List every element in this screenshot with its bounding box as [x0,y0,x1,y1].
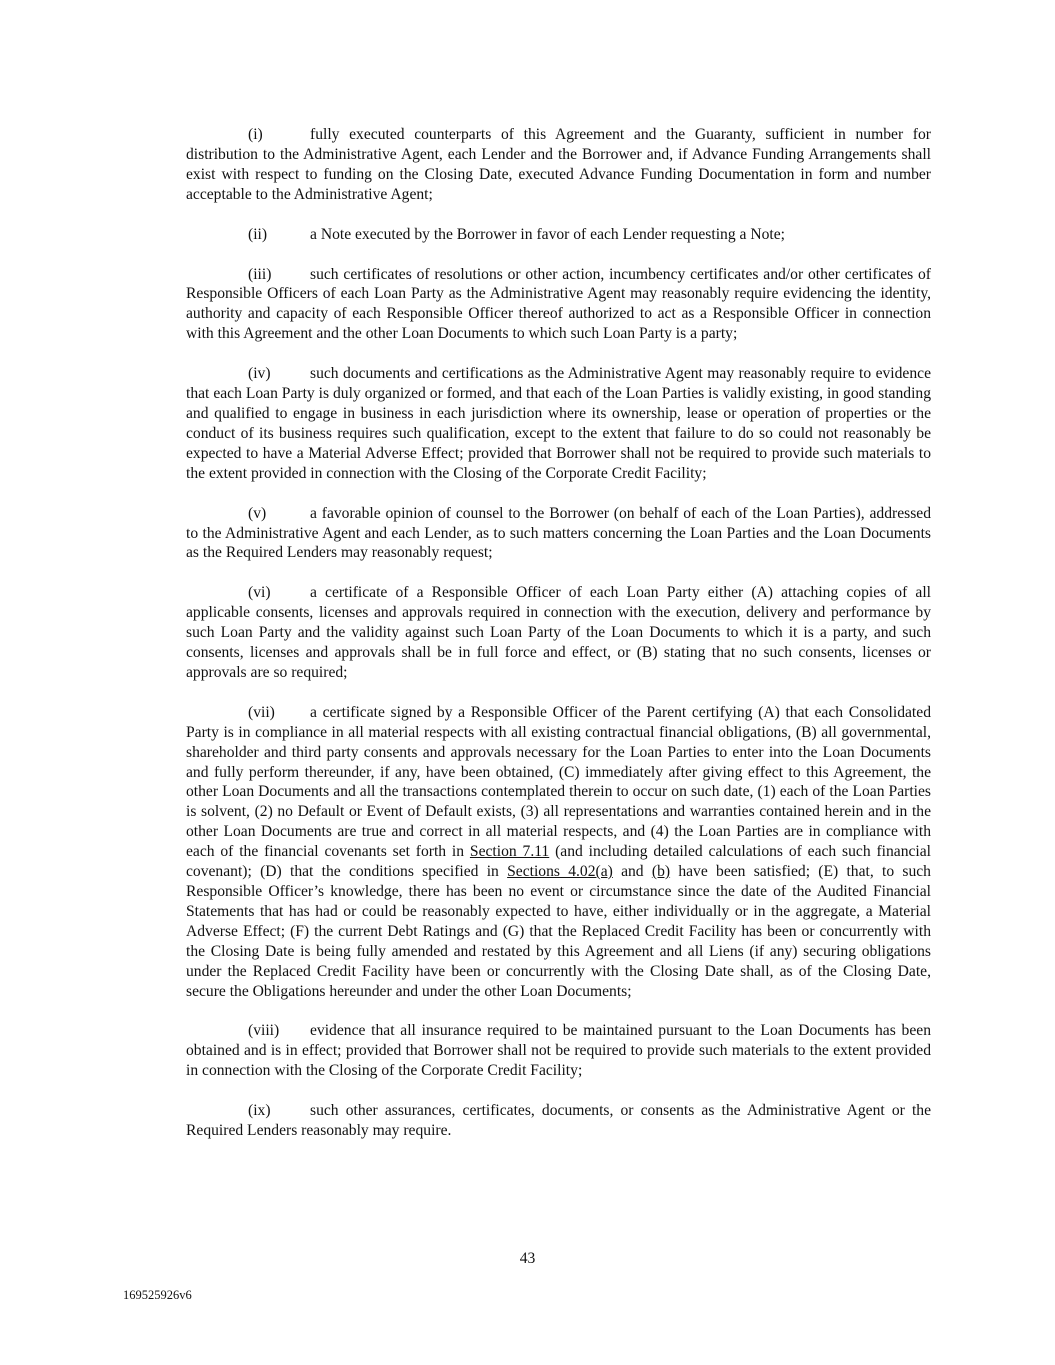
clause-vi [186,583,931,683]
page-number: 43 [519,1250,536,1267]
clause-text: such certificates of resolutions or other action, incumbency certificates and/or other certificates of Responsible Officers of each Loan Party as the Administrative Agent may reasonably require evidencing the identity, authority and capacity of each Responsible Officer thereof authorized to act as a Responsible Officer in connection with this Agreement and the other Loan Documents to which such Loan Party is a party; [186,265,931,343]
clause-text: a certificate of a Responsible Officer of each Loan Party either (A) attaching copies of all applicable consents, licenses and approvals required in connection with the execution, delivery and performance by such Loan Party and the validity against such Loan Party of the Loan Documents to which it is a party, and such consents, licenses and approvals shall be in full force and effect, or (B) stating that no such consents, licenses or approvals are so required; [186,584,931,681]
clause-number: (v) [248,504,267,522]
clause-number: (vi) [248,584,271,602]
clause-ii [186,225,931,245]
clause-number: (ix) [248,1102,271,1120]
clause-text-part-2: (and including detailed calculations of each such financial covenant); (D) that the conditions specified in [186,843,931,881]
clause-text: a favorable opinion of counsel to the Borrower (on behalf of each of the Loan Parties), addressed to the Administrative Agent and each Lender, as to such matters concerning the Loan Parties and the Loan Documents as the Required Lenders may reasonably request; [186,504,931,562]
clause-i [186,125,931,205]
section-reference-link[interactable]: Section 7.11 [469,843,550,861]
clause-text: a Note executed by the Borrower in favor of each Lender requesting a Note; [310,225,785,243]
clause-number: (i) [248,126,263,143]
clause-text: such other assurances, certificates, documents, or consents as the Administrative Agent or the Required Lenders reasonably may require. [186,1102,931,1140]
clause-v [186,504,931,564]
document-id: 169525926v6 [123,1288,192,1302]
clause-text-part-1: a certificate signed by a Responsible Officer of the Parent certifying (A) that each Consolidated Party is in compliance in all material respects with all existing contractual financial obligations, (B) all governmental, shareholder and third party consents and approvals necessary for the Loan Parties to enter into the Loan Documents and fully perform thereunder, if any, have been obtained, (C) immediately after giving effect to this Agreement, the other Loan Documents and all the transactions contemplated therein to occur on such date, (1) each of the Loan Parties is solvent, (2) no Default or Event of Default exists, (3) all representations and warranties contained herein and in the other Loan Documents are true and correct in all material respects, and (4) the Loan Parties are in compliance with each of the financial covenants set forth in [186,703,931,861]
document-body [186,125,931,1161]
clause-number: (viii) [248,1022,280,1040]
clause-number: (vii) [248,703,275,721]
clause-number: (ii) [248,225,268,243]
clause-number: (iii) [248,265,272,283]
clause-iv [186,364,931,483]
clause-vii [186,703,931,1002]
clause-number: (iv) [248,365,271,383]
clause-text: fully executed counterparts of this Agreement and the Guaranty, sufficient in number for distribution to the Administrative Agent, each Lender and the Borrower and, if Advance Funding Arrangements shall exist with respect to funding on the Closing Date, executed Advance Funding Documentation in form and number acceptable to the Administrative Agent; [186,126,931,203]
clause-iii [186,265,931,345]
clause-text-part-4: have been satisfied; (E) that, to such Responsible Officer’s knowledge, there has been no event or circumstance since the date of the Audited Financial Statements that has had or could be reasonably expected to have, either individually or in the aggregate, a Material Adverse Effect; (F) the current Debt Ratings and (G) that the Replaced Credit Facility has been or concurrently with the Closing Date is being fully amended and restated by this Agreement and all Liens (if any) securing obligations under the Replaced Credit Facility have been or concurrently with the Closing Date shall, as of the Closing Date, secure the Obligations hereunder and under the other Loan Documents; [186,863,931,1000]
section-reference-link[interactable]: Sections 4.02(a) [507,863,613,881]
clause-text: such documents and certifications as the Administrative Agent may reasonably require to evidence that each Loan Party is duly organized or formed, and that each of the Loan Parties is validly existing, in good standing and qualified to engage in business in each jurisdiction where its ownership, lease or operation of properties or the conduct of its business requires such qualification, except to the extent that failure to do so could not reasonably be expected to have a Material Adverse Effect; provided that Borrower shall not be required to provide such materials to the extent provided in connection with the Closing of the Corporate Credit Facility; [186,365,931,482]
clause-text: evidence that all insurance required to be maintained pursuant to the Loan Documents has been obtained and is in effect; provided that Borrower shall not be required to provide such materials to the extent provided in connection with the Closing of the Corporate Credit Facility; [186,1022,931,1080]
section-reference-link[interactable]: (b) [651,863,671,881]
clause-ix [186,1101,931,1141]
clause-text-part-3: and [621,863,644,881]
clause-viii [186,1021,931,1081]
